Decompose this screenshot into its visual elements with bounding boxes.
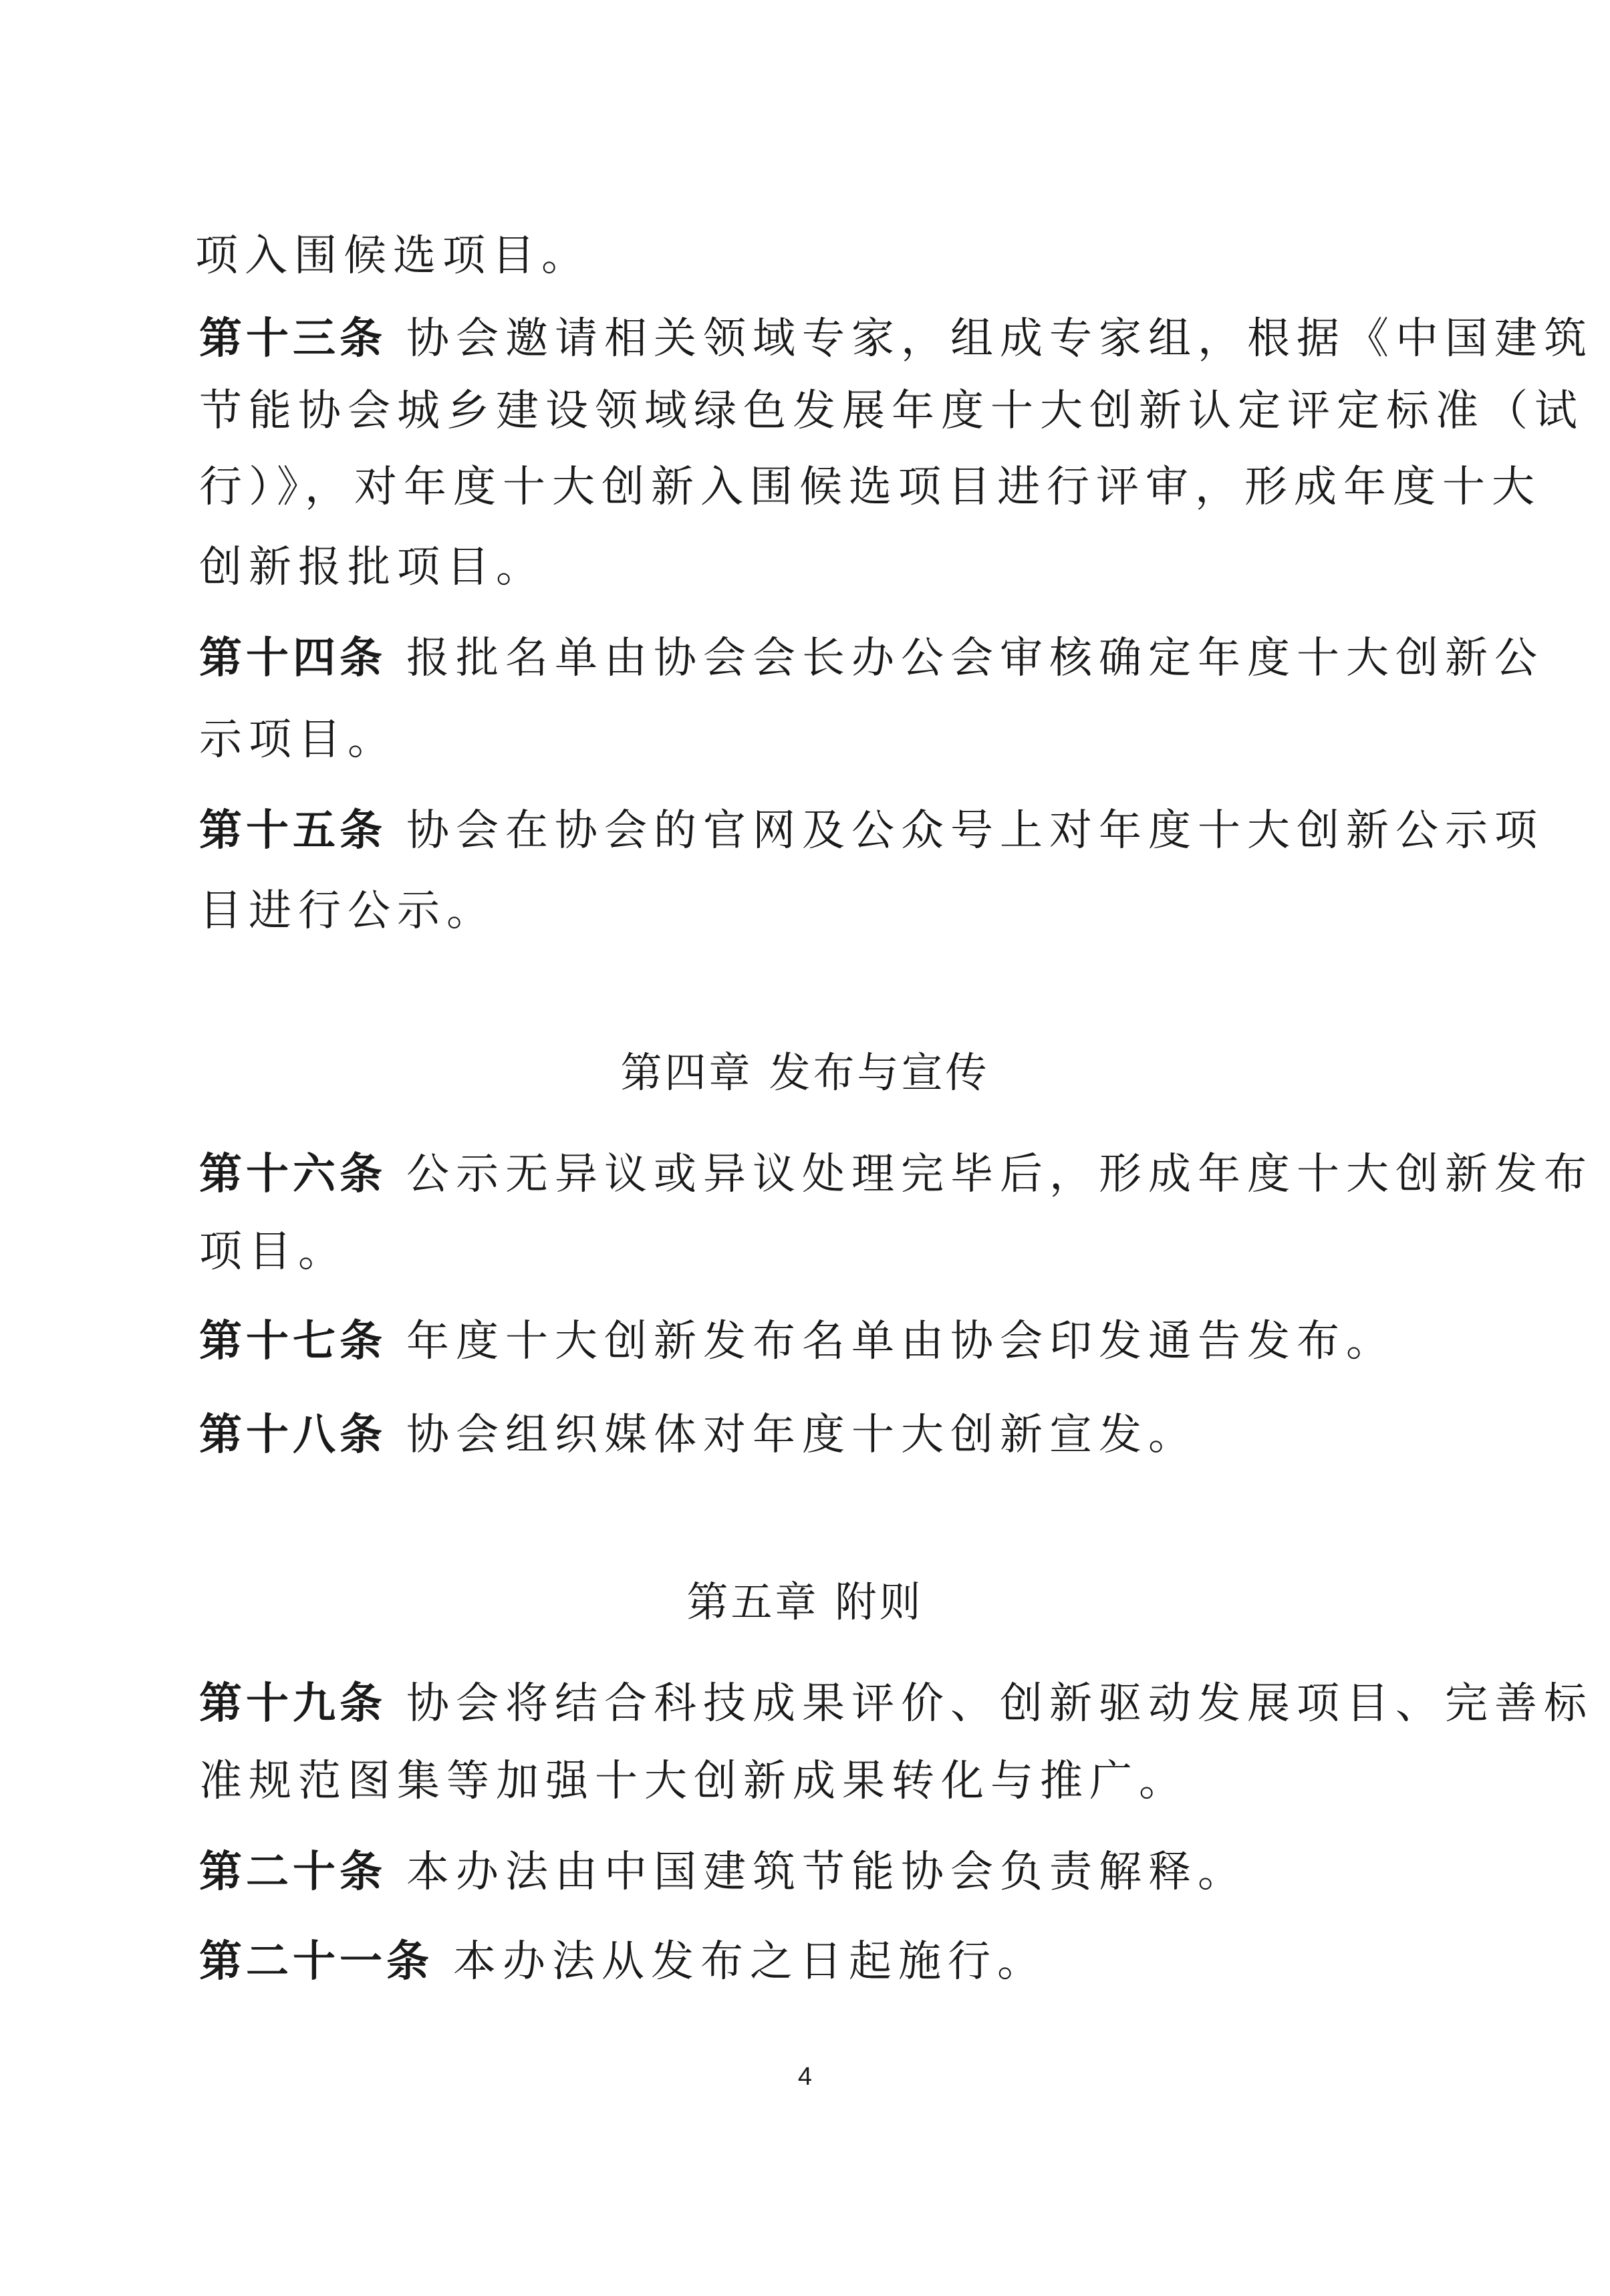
chapter-title: 附则 bbox=[835, 1577, 924, 1626]
article-21-label: 第二十一条 bbox=[199, 1937, 433, 1987]
article-text: 公示无异议或异议处理完毕后，形成年度十大创新发布 bbox=[406, 1150, 1593, 1199]
article-21-line-1 bbox=[199, 1932, 1047, 1992]
article-13-line-3 bbox=[199, 457, 1541, 517]
chapter-4-heading bbox=[0, 1043, 1610, 1103]
chapter-number: 第五章 bbox=[686, 1577, 819, 1626]
article-13-label: 第十三条 bbox=[199, 314, 386, 364]
article-16-line-1 bbox=[199, 1144, 1593, 1204]
article-15-label: 第十五条 bbox=[199, 806, 386, 856]
article-13-line-2 bbox=[199, 381, 1584, 441]
article-13-line-4 bbox=[199, 537, 545, 598]
article-17-label: 第十七条 bbox=[199, 1317, 386, 1366]
chapter-number: 第四章 bbox=[620, 1048, 753, 1097]
article-text: 协会在协会的官网及公众号上对年度十大创新公示项 bbox=[406, 806, 1544, 856]
article-18-line-1 bbox=[199, 1405, 1198, 1465]
article-text: 协会邀请相关领域专家，组成专家组，根据《中国建筑 bbox=[406, 314, 1593, 364]
article-text: 目进行公示。 bbox=[199, 886, 496, 936]
article-text: 项目。 bbox=[199, 1227, 348, 1277]
chapter-5-heading bbox=[0, 1572, 1610, 1632]
article-text: 报批名单由协会会长办公会审核确定年度十大创新公 bbox=[406, 634, 1544, 683]
page-number: 4 bbox=[797, 2063, 813, 2091]
article-14-label: 第十四条 bbox=[199, 634, 386, 683]
article-text: 本办法从发布之日起施行。 bbox=[453, 1937, 1047, 1987]
article-text: 项入围候选项目。 bbox=[195, 231, 591, 281]
article-19-line-1 bbox=[199, 1674, 1593, 1734]
article-text: 协会组织媒体对年度十大创新宣发。 bbox=[406, 1410, 1198, 1460]
article-16-label: 第十六条 bbox=[199, 1150, 386, 1199]
article-text: 示项目。 bbox=[199, 715, 397, 765]
article-16-line-2 bbox=[199, 1222, 348, 1282]
article-19-label: 第十九条 bbox=[199, 1679, 386, 1729]
article-text: 准规范图集等加强十大创新成果转化与推广。 bbox=[199, 1757, 1188, 1806]
article-15-line-2 bbox=[199, 881, 496, 941]
article-17-line-1 bbox=[199, 1311, 1395, 1372]
article-text: 创新报批项目。 bbox=[199, 543, 545, 592]
article-19-line-2 bbox=[199, 1751, 1188, 1811]
article-20-label: 第二十条 bbox=[199, 1847, 386, 1897]
article-15-line-1 bbox=[199, 801, 1544, 861]
article-12-line-1 bbox=[195, 226, 591, 286]
article-18-label: 第十八条 bbox=[199, 1410, 386, 1460]
article-14-line-2 bbox=[199, 710, 397, 770]
article-text: 行）》，对年度十大创新入围候选项目进行评审，形成年度十大 bbox=[199, 463, 1541, 512]
chapter-title: 发布与宣传 bbox=[769, 1048, 990, 1097]
article-text: 节能协会城乡建设领域绿色发展年度十大创新认定评定标准（试 bbox=[199, 386, 1584, 436]
article-text: 协会将结合科技成果评价、创新驱动发展项目、完善标 bbox=[406, 1679, 1593, 1729]
article-text: 本办法由中国建筑节能协会负责解释。 bbox=[406, 1847, 1247, 1897]
article-text: 年度十大创新发布名单由协会印发通告发布。 bbox=[406, 1317, 1395, 1366]
article-20-line-1 bbox=[199, 1842, 1247, 1902]
article-14-line-1 bbox=[199, 628, 1544, 688]
article-13-line-1 bbox=[199, 309, 1593, 369]
